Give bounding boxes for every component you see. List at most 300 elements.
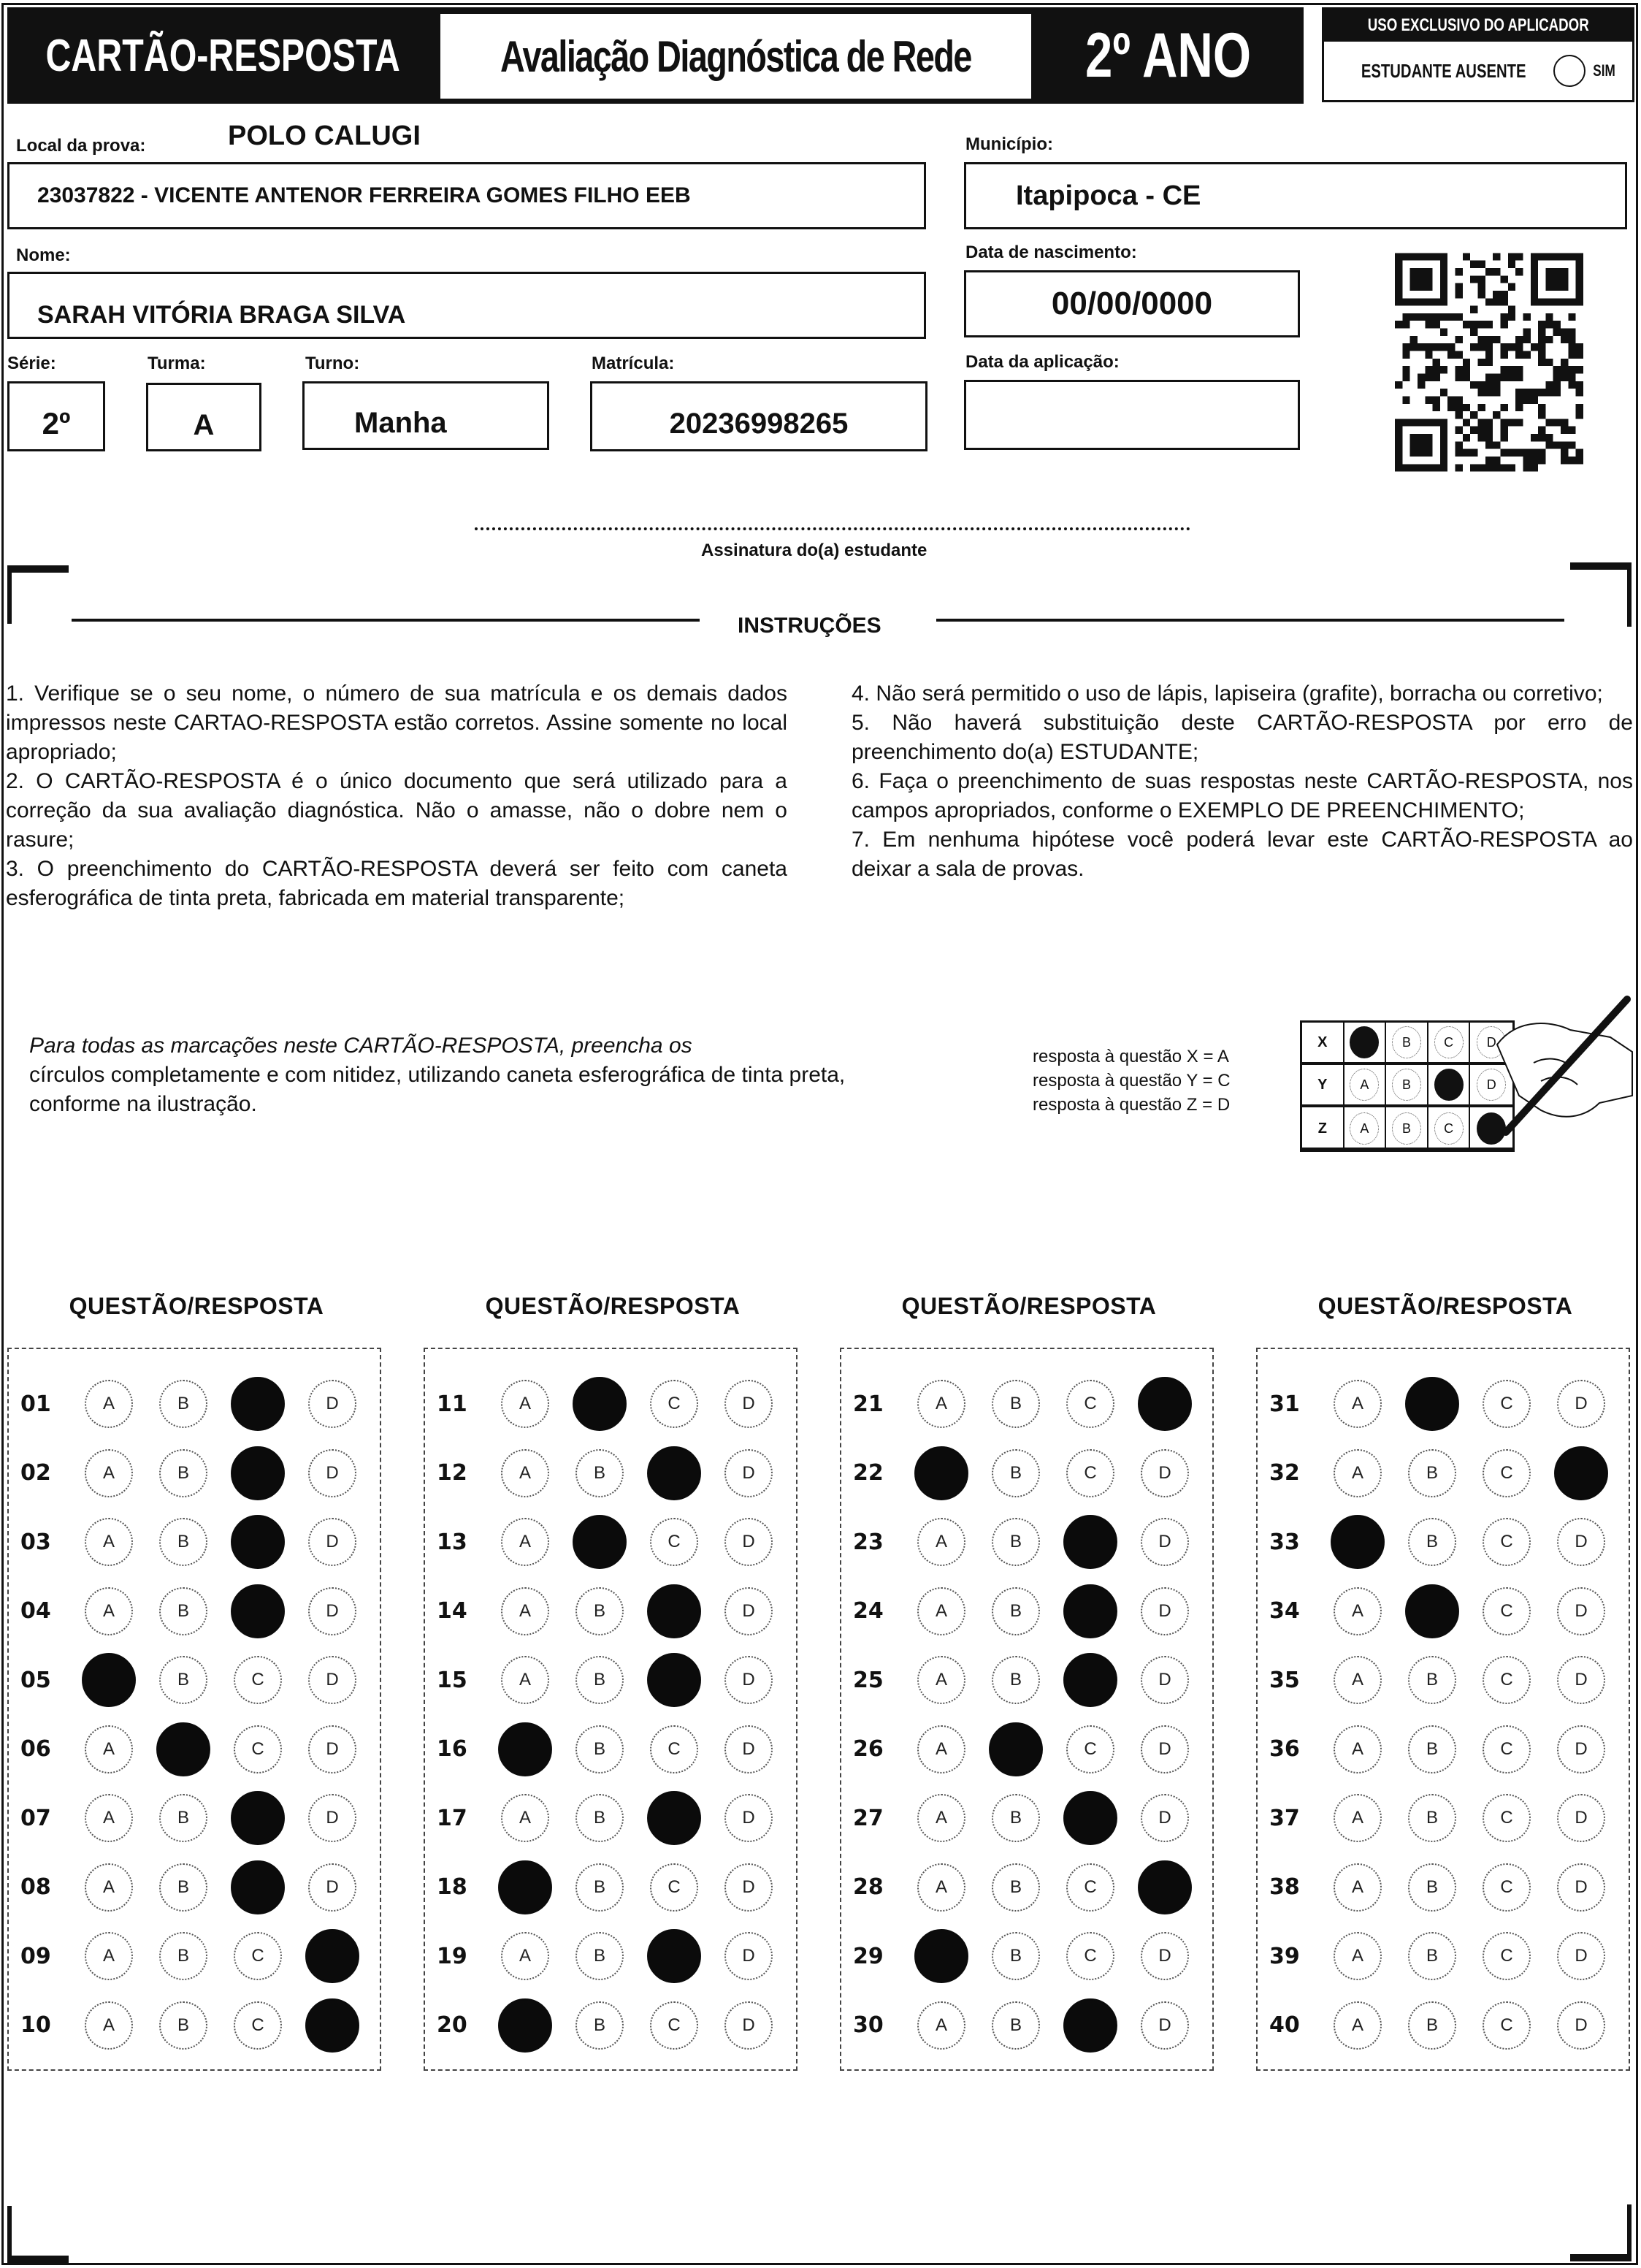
answer-bubble-d[interactable]: D	[1141, 1656, 1189, 1704]
turno-field[interactable]: Manha	[302, 381, 549, 450]
answer-bubble-d[interactable]: D	[1557, 1380, 1605, 1428]
question-number: 26	[853, 1736, 884, 1762]
answer-bubble-b[interactable]: B	[1408, 1794, 1456, 1842]
instructions-rule-right	[936, 619, 1564, 622]
qr-module	[1545, 336, 1553, 343]
matricula-label: Matrícula:	[592, 354, 675, 373]
qr-module	[1508, 253, 1515, 260]
answer-bubble-d[interactable]: D	[1141, 1449, 1189, 1497]
qr-module	[1402, 396, 1409, 403]
answer-bubble-a[interactable]: A	[501, 1518, 549, 1566]
example-cell	[1344, 1065, 1387, 1104]
answer-bubble-c[interactable]	[231, 1515, 285, 1569]
answer-bubble-b[interactable]	[1405, 1584, 1459, 1638]
qr-module	[1433, 404, 1440, 411]
answer-bubble-b[interactable]: B	[575, 1932, 624, 1980]
question-number: 35	[1269, 1667, 1300, 1693]
qr-module	[1508, 343, 1515, 351]
answer-bubble-a[interactable]: A	[1334, 1725, 1382, 1773]
answer-bubble-a[interactable]: A	[85, 1518, 133, 1566]
qr-module	[1576, 457, 1583, 464]
qr-module	[1440, 329, 1447, 336]
qr-module	[1545, 359, 1553, 366]
qr-module	[1568, 457, 1575, 464]
answer-bubble-a[interactable]: A	[917, 1656, 965, 1704]
qr-module	[1561, 359, 1568, 366]
answer-bubble-b[interactable]: B	[1408, 1725, 1456, 1773]
answer-bubble-c[interactable]: C	[1483, 1932, 1531, 1980]
answer-bubble-d[interactable]: D	[308, 1725, 356, 1773]
qr-module	[1470, 321, 1477, 328]
answer-bubble-b[interactable]: B	[992, 1449, 1040, 1497]
answer-bubble-a[interactable]: A	[501, 1587, 549, 1635]
answer-bubble-c[interactable]: C	[650, 2001, 698, 2050]
answer-bubble-a[interactable]: A	[85, 1794, 133, 1842]
example-legend-item: resposta à questão Z = D	[1033, 1095, 1231, 1115]
qr-module	[1470, 449, 1477, 457]
answer-bubble-a[interactable]: A	[917, 1863, 965, 1912]
aplicador-title: USO EXCLUSIVO DO APLICADOR	[1324, 9, 1632, 42]
answer-bubble-b[interactable]: B	[1408, 1932, 1456, 1980]
answer-bubble-c[interactable]: C	[1483, 1725, 1531, 1773]
answer-bubble-c[interactable]	[647, 1584, 701, 1638]
answer-row	[9, 2000, 380, 2051]
qr-module	[1493, 291, 1500, 298]
answer-bubble-b[interactable]: B	[575, 1449, 624, 1497]
answer-bubble-d[interactable]: D	[724, 1794, 773, 1842]
answer-bubble-b[interactable]: B	[575, 2001, 624, 2050]
qr-module	[1523, 336, 1530, 343]
turno-label: Turno:	[305, 354, 360, 373]
answer-bubble-d[interactable]: D	[1557, 1932, 1605, 1980]
instructions-left	[6, 679, 787, 913]
qr-module	[1515, 389, 1523, 396]
qr-module	[1508, 283, 1515, 291]
question-number: 23	[853, 1529, 884, 1555]
answer-bubble-a[interactable]: A	[1334, 1380, 1382, 1428]
answer-bubble-b[interactable]	[573, 1377, 627, 1431]
answer-bubble-d[interactable]: D	[1557, 1587, 1605, 1635]
school-field[interactable]: 23037822 - VICENTE ANTENOR FERREIRA GOMES FILHO EEB	[7, 162, 926, 229]
answer-bubble-c[interactable]: C	[650, 1863, 698, 1912]
answer-row	[9, 1931, 380, 1982]
answer-bubble-c[interactable]	[647, 1929, 701, 1983]
question-number: 32	[1269, 1460, 1300, 1486]
answer-bubble-d[interactable]	[1138, 1860, 1192, 1914]
question-number: 21	[853, 1391, 884, 1417]
serie-label: Série:	[7, 354, 56, 373]
answer-bubble-b[interactable]	[573, 1515, 627, 1569]
nascimento-field[interactable]: 00/00/0000	[964, 270, 1300, 337]
qr-module	[1493, 268, 1500, 275]
answer-bubble-b[interactable]: B	[575, 1587, 624, 1635]
answer-row	[9, 1654, 380, 1706]
answer-bubble-a[interactable]	[914, 1446, 968, 1500]
qr-module	[1456, 283, 1463, 291]
answer-bubble-a[interactable]	[498, 1998, 552, 2053]
answer-bubble-c[interactable]	[231, 1377, 285, 1431]
answer-bubble-d[interactable]	[305, 1929, 359, 1983]
answer-bubble-d[interactable]: D	[1141, 2001, 1189, 2050]
turma-field[interactable]: A	[146, 383, 261, 451]
question-number: 09	[20, 1943, 51, 1969]
qr-module	[1470, 306, 1477, 313]
qr-module	[1463, 449, 1470, 457]
answer-bubble-d[interactable]: D	[724, 1725, 773, 1773]
answer-bubble-d[interactable]: D	[724, 1587, 773, 1635]
answer-bubble-c[interactable]: C	[1483, 1449, 1531, 1497]
answer-bubble-c[interactable]	[1063, 1515, 1117, 1569]
answer-bubble-d[interactable]	[305, 1998, 359, 2053]
qr-module	[1500, 419, 1507, 426]
municipio-field[interactable]: Itapipoca - CE	[964, 162, 1627, 229]
qr-module	[1515, 343, 1523, 351]
answer-bubble-d[interactable]: D	[724, 1449, 773, 1497]
qr-module	[1508, 306, 1515, 313]
answer-bubble-d[interactable]: D	[724, 1932, 773, 1980]
qr-module	[1470, 464, 1477, 471]
qr-module	[1531, 343, 1538, 351]
answer-bubble-b[interactable]: B	[1408, 1656, 1456, 1704]
answer-bubble-a[interactable]: A	[85, 1380, 133, 1428]
answer-bubble-d[interactable]: D	[1141, 1725, 1189, 1773]
question-number: 07	[20, 1805, 51, 1831]
qr-module	[1561, 336, 1568, 343]
qr-module	[1500, 366, 1507, 373]
answer-bubble-c[interactable]: C	[234, 1656, 282, 1704]
qr-module	[1478, 336, 1485, 343]
answer-bubble-a[interactable]: A	[501, 1449, 549, 1497]
answer-bubble-c[interactable]: C	[234, 1725, 282, 1773]
signature-label: Assinatura do(a) estudante	[701, 541, 927, 560]
question-number: 40	[1269, 2012, 1300, 2038]
nome-field[interactable]: SARAH VITÓRIA BRAGA SILVA	[7, 272, 926, 339]
qr-module	[1568, 351, 1575, 359]
question-number: 39	[1269, 1943, 1300, 1969]
answer-row	[1258, 1792, 1629, 1844]
answer-bubble-c[interactable]: C	[1066, 1932, 1114, 1980]
answer-bubble-c[interactable]	[231, 1446, 285, 1500]
answer-bubble-a[interactable]: A	[85, 1932, 133, 1980]
answer-bubble-c[interactable]: C	[234, 1932, 282, 1980]
answer-bubble-a[interactable]: A	[1334, 1863, 1382, 1912]
answer-row	[9, 1448, 380, 1499]
answer-bubble-c[interactable]: C	[1483, 1587, 1531, 1635]
answer-bubble-b[interactable]: B	[992, 1863, 1040, 1912]
answer-bubble-b[interactable]: B	[159, 1449, 207, 1497]
answer-bubble-a[interactable]: A	[1334, 1587, 1382, 1635]
answer-bubble-a[interactable]: A	[501, 1380, 549, 1428]
question-number: 37	[1269, 1805, 1300, 1831]
answer-bubble-d[interactable]: D	[1141, 1587, 1189, 1635]
qr-module	[1493, 381, 1500, 389]
answer-bubble-d[interactable]	[1138, 1377, 1192, 1431]
qr-module	[1485, 389, 1493, 396]
answer-bubble-d[interactable]: D	[1557, 2001, 1605, 2050]
qr-module	[1500, 373, 1507, 381]
answer-bubble-b[interactable]: B	[575, 1656, 624, 1704]
qr-module	[1515, 449, 1523, 457]
answer-bubble-b[interactable]: B	[992, 1656, 1040, 1704]
answer-bubble-d[interactable]: D	[308, 1587, 356, 1635]
qr-module	[1478, 389, 1485, 396]
corner-mark-bottom-right-v	[1627, 2204, 1632, 2261]
answer-bubble-d[interactable]: D	[308, 1794, 356, 1842]
answer-bubble-b[interactable]: B	[159, 1932, 207, 1980]
answer-bubble-a[interactable]	[914, 1929, 968, 1983]
qr-module	[1470, 329, 1477, 336]
answer-bubble-a[interactable]: A	[917, 1725, 965, 1773]
qr-module	[1500, 321, 1507, 328]
answer-bubble-a[interactable]: A	[1334, 1794, 1382, 1842]
answer-bubble-c[interactable]: C	[650, 1380, 698, 1428]
answer-bubble-a[interactable]: A	[501, 1794, 549, 1842]
answer-bubble-c[interactable]	[1063, 1584, 1117, 1638]
question-number: 12	[437, 1460, 467, 1486]
answer-bubble-c[interactable]	[1063, 1998, 1117, 2053]
answer-bubble-a[interactable]	[498, 1860, 552, 1914]
example-row	[1302, 1065, 1512, 1107]
qr-module	[1508, 373, 1515, 381]
absent-option-label: SIM	[1593, 61, 1615, 80]
answer-bubble-d[interactable]: D	[724, 1863, 773, 1912]
answer-bubble-d[interactable]: D	[308, 1656, 356, 1704]
answer-bubble-d[interactable]: D	[308, 1863, 356, 1912]
qr-module	[1493, 441, 1500, 448]
answer-bubble-d[interactable]: D	[1557, 1863, 1605, 1912]
serie-field[interactable]: 2º	[7, 381, 105, 451]
qr-module	[1545, 441, 1553, 448]
answer-row	[841, 1724, 1212, 1775]
answer-bubble-b[interactable]: B	[159, 1587, 207, 1635]
answer-bubble-a[interactable]	[498, 1722, 552, 1776]
answer-row	[1258, 1862, 1629, 1913]
answer-bubble-d[interactable]: D	[724, 1656, 773, 1704]
answer-bubble-c[interactable]	[647, 1653, 701, 1707]
answer-bubble-d[interactable]: D	[1557, 1725, 1605, 1773]
answer-bubble-c[interactable]: C	[234, 2001, 282, 2050]
answer-bubble-a[interactable]: A	[501, 1656, 549, 1704]
answer-bubble-d[interactable]: D	[724, 2001, 773, 2050]
answer-bubble-b[interactable]: B	[159, 1656, 207, 1704]
answer-bubble-a[interactable]: A	[917, 1587, 965, 1635]
example-bubble	[1434, 1069, 1464, 1101]
answer-bubble-d[interactable]: D	[1557, 1518, 1605, 1566]
answer-bubble-b[interactable]: B	[1408, 2001, 1456, 2050]
answer-bubble-b[interactable]: B	[575, 1725, 624, 1773]
answer-bubble-c[interactable]: C	[1483, 1518, 1531, 1566]
answer-bubble-d[interactable]: D	[308, 1449, 356, 1497]
qr-module	[1425, 351, 1432, 359]
instruction-item: 1. Verifique se o seu nome, o número de sua matrícula e os demais dados impressos neste CARTAO-RESPOSTA estão corretos. Assine somente no local apropriado;	[6, 681, 787, 764]
qr-module	[1545, 313, 1553, 321]
corner-mark-top-left	[7, 565, 69, 573]
answer-row	[9, 1516, 380, 1568]
answer-bubble-b[interactable]	[989, 1722, 1043, 1776]
answer-bubble-c[interactable]: C	[1483, 1863, 1531, 1912]
answer-bubble-b[interactable]: B	[1408, 1518, 1456, 1566]
qr-module	[1456, 411, 1463, 419]
answer-bubble-d[interactable]	[1554, 1446, 1608, 1500]
answer-bubble-a[interactable]: A	[1334, 1932, 1382, 1980]
answer-bubble-b[interactable]: B	[159, 1518, 207, 1566]
answer-bubble-c[interactable]	[231, 1860, 285, 1914]
qr-module	[1493, 373, 1500, 381]
answer-row	[9, 1724, 380, 1775]
question-number: 06	[20, 1736, 51, 1762]
answer-bubble-a[interactable]: A	[85, 1863, 133, 1912]
qr-module	[1538, 427, 1545, 434]
qr-module	[1500, 343, 1507, 351]
qr-module	[1553, 389, 1561, 396]
answer-bubble-d[interactable]: D	[1557, 1794, 1605, 1842]
answer-bubble-d[interactable]: D	[308, 1380, 356, 1428]
answer-bubble-c[interactable]: C	[1066, 1863, 1114, 1912]
qr-module	[1456, 366, 1463, 373]
answer-bubble-b[interactable]	[156, 1722, 210, 1776]
example-grid	[1300, 1020, 1515, 1152]
qr-module	[1500, 427, 1507, 434]
qr-module	[1561, 441, 1568, 448]
question-number: 33	[1269, 1529, 1300, 1555]
answer-bubble-c[interactable]	[1063, 1791, 1117, 1845]
answer-bubble-c[interactable]: C	[1483, 1794, 1531, 1842]
qr-module	[1561, 427, 1568, 434]
answer-bubble-d[interactable]: D	[724, 1380, 773, 1428]
question-number: 36	[1269, 1736, 1300, 1762]
qr-module	[1433, 359, 1440, 366]
answer-column-title: QUESTÃO/RESPOSTA	[69, 1293, 324, 1319]
qr-module	[1538, 434, 1545, 441]
qr-module	[1561, 457, 1568, 464]
qr-module	[1545, 381, 1553, 389]
answer-bubble-d[interactable]: D	[724, 1518, 773, 1566]
answer-bubble-c[interactable]: C	[1066, 1380, 1114, 1428]
qr-module	[1568, 336, 1575, 343]
question-number: 11	[437, 1391, 467, 1417]
answer-bubble-c[interactable]	[231, 1584, 285, 1638]
answer-bubble-a[interactable]: A	[85, 1449, 133, 1497]
answer-bubble-c[interactable]: C	[1483, 1656, 1531, 1704]
answer-bubble-a[interactable]: A	[85, 1725, 133, 1773]
answer-bubble-c[interactable]	[647, 1791, 701, 1845]
answer-bubble-b[interactable]: B	[992, 2001, 1040, 2050]
answer-bubble-d[interactable]: D	[1141, 1932, 1189, 1980]
answer-bubble-a[interactable]: A	[1334, 1656, 1382, 1704]
answer-bubble-a[interactable]: A	[85, 2001, 133, 2050]
answer-bubble-a[interactable]: A	[85, 1587, 133, 1635]
answer-bubble-b[interactable]: B	[992, 1794, 1040, 1842]
answer-bubble-a[interactable]: A	[917, 1518, 965, 1566]
answer-row	[425, 1654, 796, 1706]
qr-module	[1568, 343, 1575, 351]
qr-module	[1470, 343, 1477, 351]
qr-module	[1447, 351, 1455, 359]
answer-row	[1258, 1931, 1629, 1982]
aplicacao-field[interactable]	[964, 380, 1300, 450]
qr-module	[1561, 449, 1568, 457]
answer-bubble-b[interactable]: B	[992, 1587, 1040, 1635]
answer-bubble-a[interactable]	[82, 1653, 136, 1707]
signature-line[interactable]	[475, 527, 1190, 530]
answer-bubble-b[interactable]: B	[1408, 1449, 1456, 1497]
answer-bubble-b[interactable]: B	[159, 1794, 207, 1842]
qr-module	[1425, 373, 1432, 381]
answer-bubble-c[interactable]	[1063, 1653, 1117, 1707]
answer-bubble-a[interactable]: A	[1334, 2001, 1382, 2050]
qr-module	[1478, 359, 1485, 366]
qr-module	[1538, 411, 1545, 419]
answer-bubble-c[interactable]: C	[1483, 1380, 1531, 1428]
qr-module	[1402, 351, 1409, 359]
qr-module	[1440, 389, 1447, 396]
answer-bubble-c[interactable]: C	[650, 1518, 698, 1566]
qr-module	[1500, 351, 1507, 359]
absent-checkbox[interactable]	[1553, 55, 1585, 87]
answer-bubble-c[interactable]: C	[650, 1725, 698, 1773]
qr-module	[1493, 298, 1500, 305]
example-bubble: C	[1434, 1112, 1464, 1145]
answer-bubble-b[interactable]: B	[992, 1518, 1040, 1566]
local-label: Local da prova:	[16, 136, 146, 156]
example-cell	[1428, 1023, 1471, 1062]
answer-bubble-b[interactable]: B	[575, 1863, 624, 1912]
answer-bubble-d[interactable]: D	[1141, 1794, 1189, 1842]
qr-module	[1493, 389, 1500, 396]
qr-module	[1478, 381, 1485, 389]
answer-bubble-a[interactable]: A	[501, 1932, 549, 1980]
qr-module	[1456, 404, 1463, 411]
answer-bubble-b[interactable]: B	[159, 2001, 207, 2050]
answer-row	[841, 2000, 1212, 2051]
qr-module	[1456, 427, 1463, 434]
qr-module	[1478, 404, 1485, 411]
answer-bubble-c[interactable]: C	[1483, 2001, 1531, 2050]
answer-bubble-b[interactable]	[1405, 1377, 1459, 1431]
answer-bubble-b[interactable]: B	[575, 1794, 624, 1842]
answer-bubble-a[interactable]: A	[1334, 1449, 1382, 1497]
answer-row	[841, 1931, 1212, 1982]
matricula-field[interactable]: 20236998265	[590, 381, 927, 451]
corner-mark-bottom-left	[7, 2256, 69, 2263]
answer-row	[841, 1516, 1212, 1568]
answer-bubble-b[interactable]: B	[992, 1380, 1040, 1428]
answer-bubble-d[interactable]: D	[1557, 1656, 1605, 1704]
answer-bubble-d[interactable]: D	[1141, 1518, 1189, 1566]
answer-bubble-a[interactable]	[1331, 1515, 1385, 1569]
qr-module	[1463, 253, 1470, 260]
question-number: 01	[20, 1391, 51, 1417]
qr-module	[1531, 396, 1538, 403]
corner-mark-bottom-right	[1570, 2254, 1632, 2261]
answer-bubble-c[interactable]	[231, 1791, 285, 1845]
question-number: 30	[853, 2012, 884, 2038]
example-legend	[1033, 1045, 1231, 1117]
qr-module	[1485, 336, 1493, 343]
answer-bubble-b[interactable]: B	[992, 1932, 1040, 1980]
answer-bubble-c[interactable]	[647, 1446, 701, 1500]
answer-bubble-c[interactable]: C	[1066, 1725, 1114, 1773]
answer-bubble-b[interactable]: B	[159, 1380, 207, 1428]
answer-bubble-a[interactable]: A	[917, 2001, 965, 2050]
answer-bubble-a[interactable]: A	[917, 1380, 965, 1428]
answer-bubble-d[interactable]: D	[308, 1518, 356, 1566]
answer-bubble-b[interactable]: B	[1408, 1863, 1456, 1912]
answer-bubble-b[interactable]: B	[159, 1863, 207, 1912]
qr-module	[1447, 313, 1455, 321]
answer-bubble-a[interactable]: A	[917, 1794, 965, 1842]
answer-bubble-c[interactable]: C	[1066, 1449, 1114, 1497]
